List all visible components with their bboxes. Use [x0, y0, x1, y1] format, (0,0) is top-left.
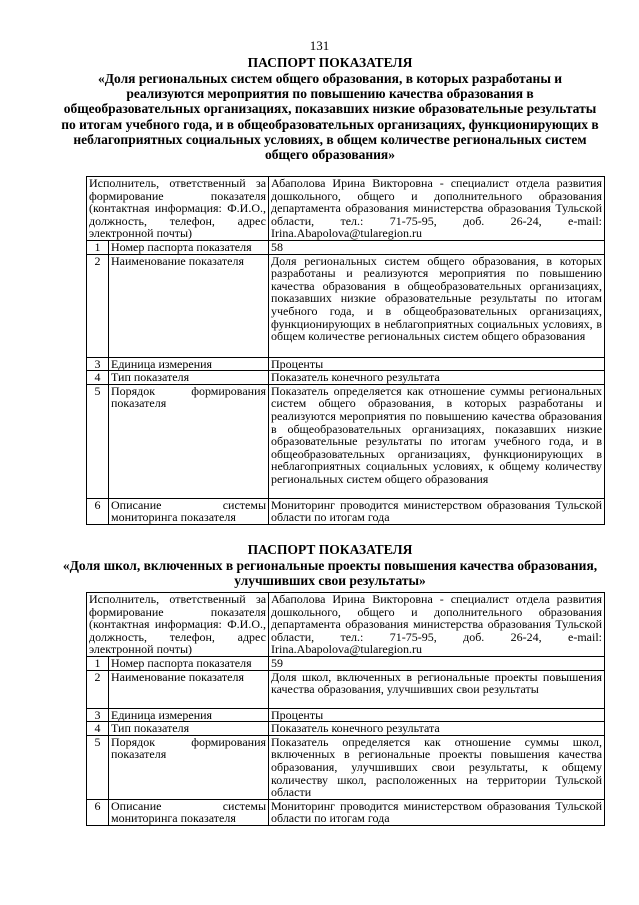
row-label: Наименование показателя [109, 670, 269, 708]
row-number: 5 [87, 384, 109, 498]
table-row [87, 670, 605, 708]
passport-2-title: «Доля школ, включенных в региональные проекты повышения качества образования, улучшивших свои результаты» [62, 558, 598, 589]
passport-2-heading: ПАСПОРТ ПОКАЗАТЕЛЯ [247, 542, 413, 557]
table-row [87, 371, 605, 385]
row-number: 2 [87, 254, 109, 357]
table-row [87, 240, 605, 254]
executor-row [87, 177, 605, 241]
row-label: Номер паспорта показателя [109, 656, 269, 670]
row-value: 58 [269, 240, 605, 254]
row-value: Доля школ, включенных в региональные проекты повышения качества образования, улучшивших свои результаты [269, 670, 605, 708]
table-row [87, 384, 605, 498]
table-row [87, 498, 605, 524]
row-value: Показатель определяется как отношение суммы школ, включенных в региональные проекты повышения качества образования, улучшивших свои результаты, к общему количеству школ, расположенных на территории Тульской области [269, 735, 605, 799]
row-number: 2 [87, 670, 109, 708]
row-value: Показатель конечного результата [269, 371, 605, 385]
row-label: Номер паспорта показателя [109, 240, 269, 254]
table-row [87, 799, 605, 825]
table-row [87, 722, 605, 736]
row-label: Порядок формирования показателя [109, 384, 269, 498]
row-label: Описание системы мониторинга показателя [109, 799, 269, 825]
row-value: Проценты [269, 357, 605, 371]
row-number: 1 [87, 656, 109, 670]
passport-2-table [86, 592, 605, 826]
row-number: 6 [87, 799, 109, 825]
row-value: Доля региональных систем общего образования, в которых разработаны и реализуются мероприятия по повышению качества образования в общеобразовательных организациях, показавших низкие образовательные результаты по итогам учебного года, и в общеобразовательных организациях, функционирующих в неблагоприятных социальных условиях, в общем количестве региональных систем общего образования [269, 254, 605, 357]
row-label: Единица измерения [109, 357, 269, 371]
passport-1-heading: ПАСПОРТ ПОКАЗАТЕЛЯ [247, 55, 413, 70]
row-label: Тип показателя [109, 722, 269, 736]
row-number: 4 [87, 722, 109, 736]
row-label: Описание системы мониторинга показателя [109, 498, 269, 524]
executor-value: Абаполова Ирина Викторовна - специалист отдела развития дошкольного, общего и дополнительного образования департамента образования министерства образования Тульской области, тел.: 71-75-95, доб. 26-24, e-mail: Irina.Abapolova@tularegion.ru [269, 177, 605, 241]
row-number: 4 [87, 371, 109, 385]
page-number: 131 [309, 38, 330, 53]
row-value: Мониторинг проводится министерством образования Тульской области по итогам года [269, 799, 605, 825]
row-value: Показатель определяется как отношение суммы региональных систем общего образования, в которых разработаны и реализуются мероприятия по повышению качества образования в общеобразовательных организациях, показавших низкие образовательные результаты по итогам учебного года, и в общеобразовательных организациях, функционирующих в неблагоприятных социальных условиях, к общему количеству региональных систем общего образования [269, 384, 605, 498]
table-row [87, 735, 605, 799]
row-label: Тип показателя [109, 371, 269, 385]
row-number: 6 [87, 498, 109, 524]
row-value: Мониторинг проводится министерством образования Тульской области по итогам года [269, 498, 605, 524]
row-number: 1 [87, 240, 109, 254]
row-label: Единица измерения [109, 708, 269, 722]
executor-row [87, 593, 605, 657]
row-number: 3 [87, 357, 109, 371]
row-number: 3 [87, 708, 109, 722]
table-row [87, 254, 605, 357]
row-number: 5 [87, 735, 109, 799]
executor-label: Исполнитель, ответственный за формирование показателя (контактная информация: Ф.И.О., должность, телефон, адрес электронной почты) [87, 593, 269, 657]
row-value: Показатель конечного результата [269, 722, 605, 736]
passport-1-title: «Доля региональных систем общего образования, в которых разработаны и реализуются мероприятия по повышению качества образования в общеобразовательных организациях, показавших низкие образовательные результаты по итогам учебного года, и в общеобразовательных организациях, функционирующих в неблагоприятных социальных условиях, в общем количестве региональных систем общего образования» [61, 71, 599, 163]
row-label: Наименование показателя [109, 254, 269, 357]
table-row [87, 708, 605, 722]
row-value: 59 [269, 656, 605, 670]
passport-1-table [86, 176, 605, 525]
row-value: Проценты [269, 708, 605, 722]
row-label: Порядок формирования показателя [109, 735, 269, 799]
table-row [87, 357, 605, 371]
executor-value: Абаполова Ирина Викторовна - специалист отдела развития дошкольного, общего и дополнительного образования департамента образования министерства образования Тульской области, тел.: 71-75-95, доб. 26-24, e-mail: Irina.Abapolova@tularegion.ru [269, 593, 605, 657]
executor-label: Исполнитель, ответственный за формирование показателя (контактная информация: Ф.И.О., должность, телефон, адрес электронной почты) [87, 177, 269, 241]
table-row [87, 656, 605, 670]
